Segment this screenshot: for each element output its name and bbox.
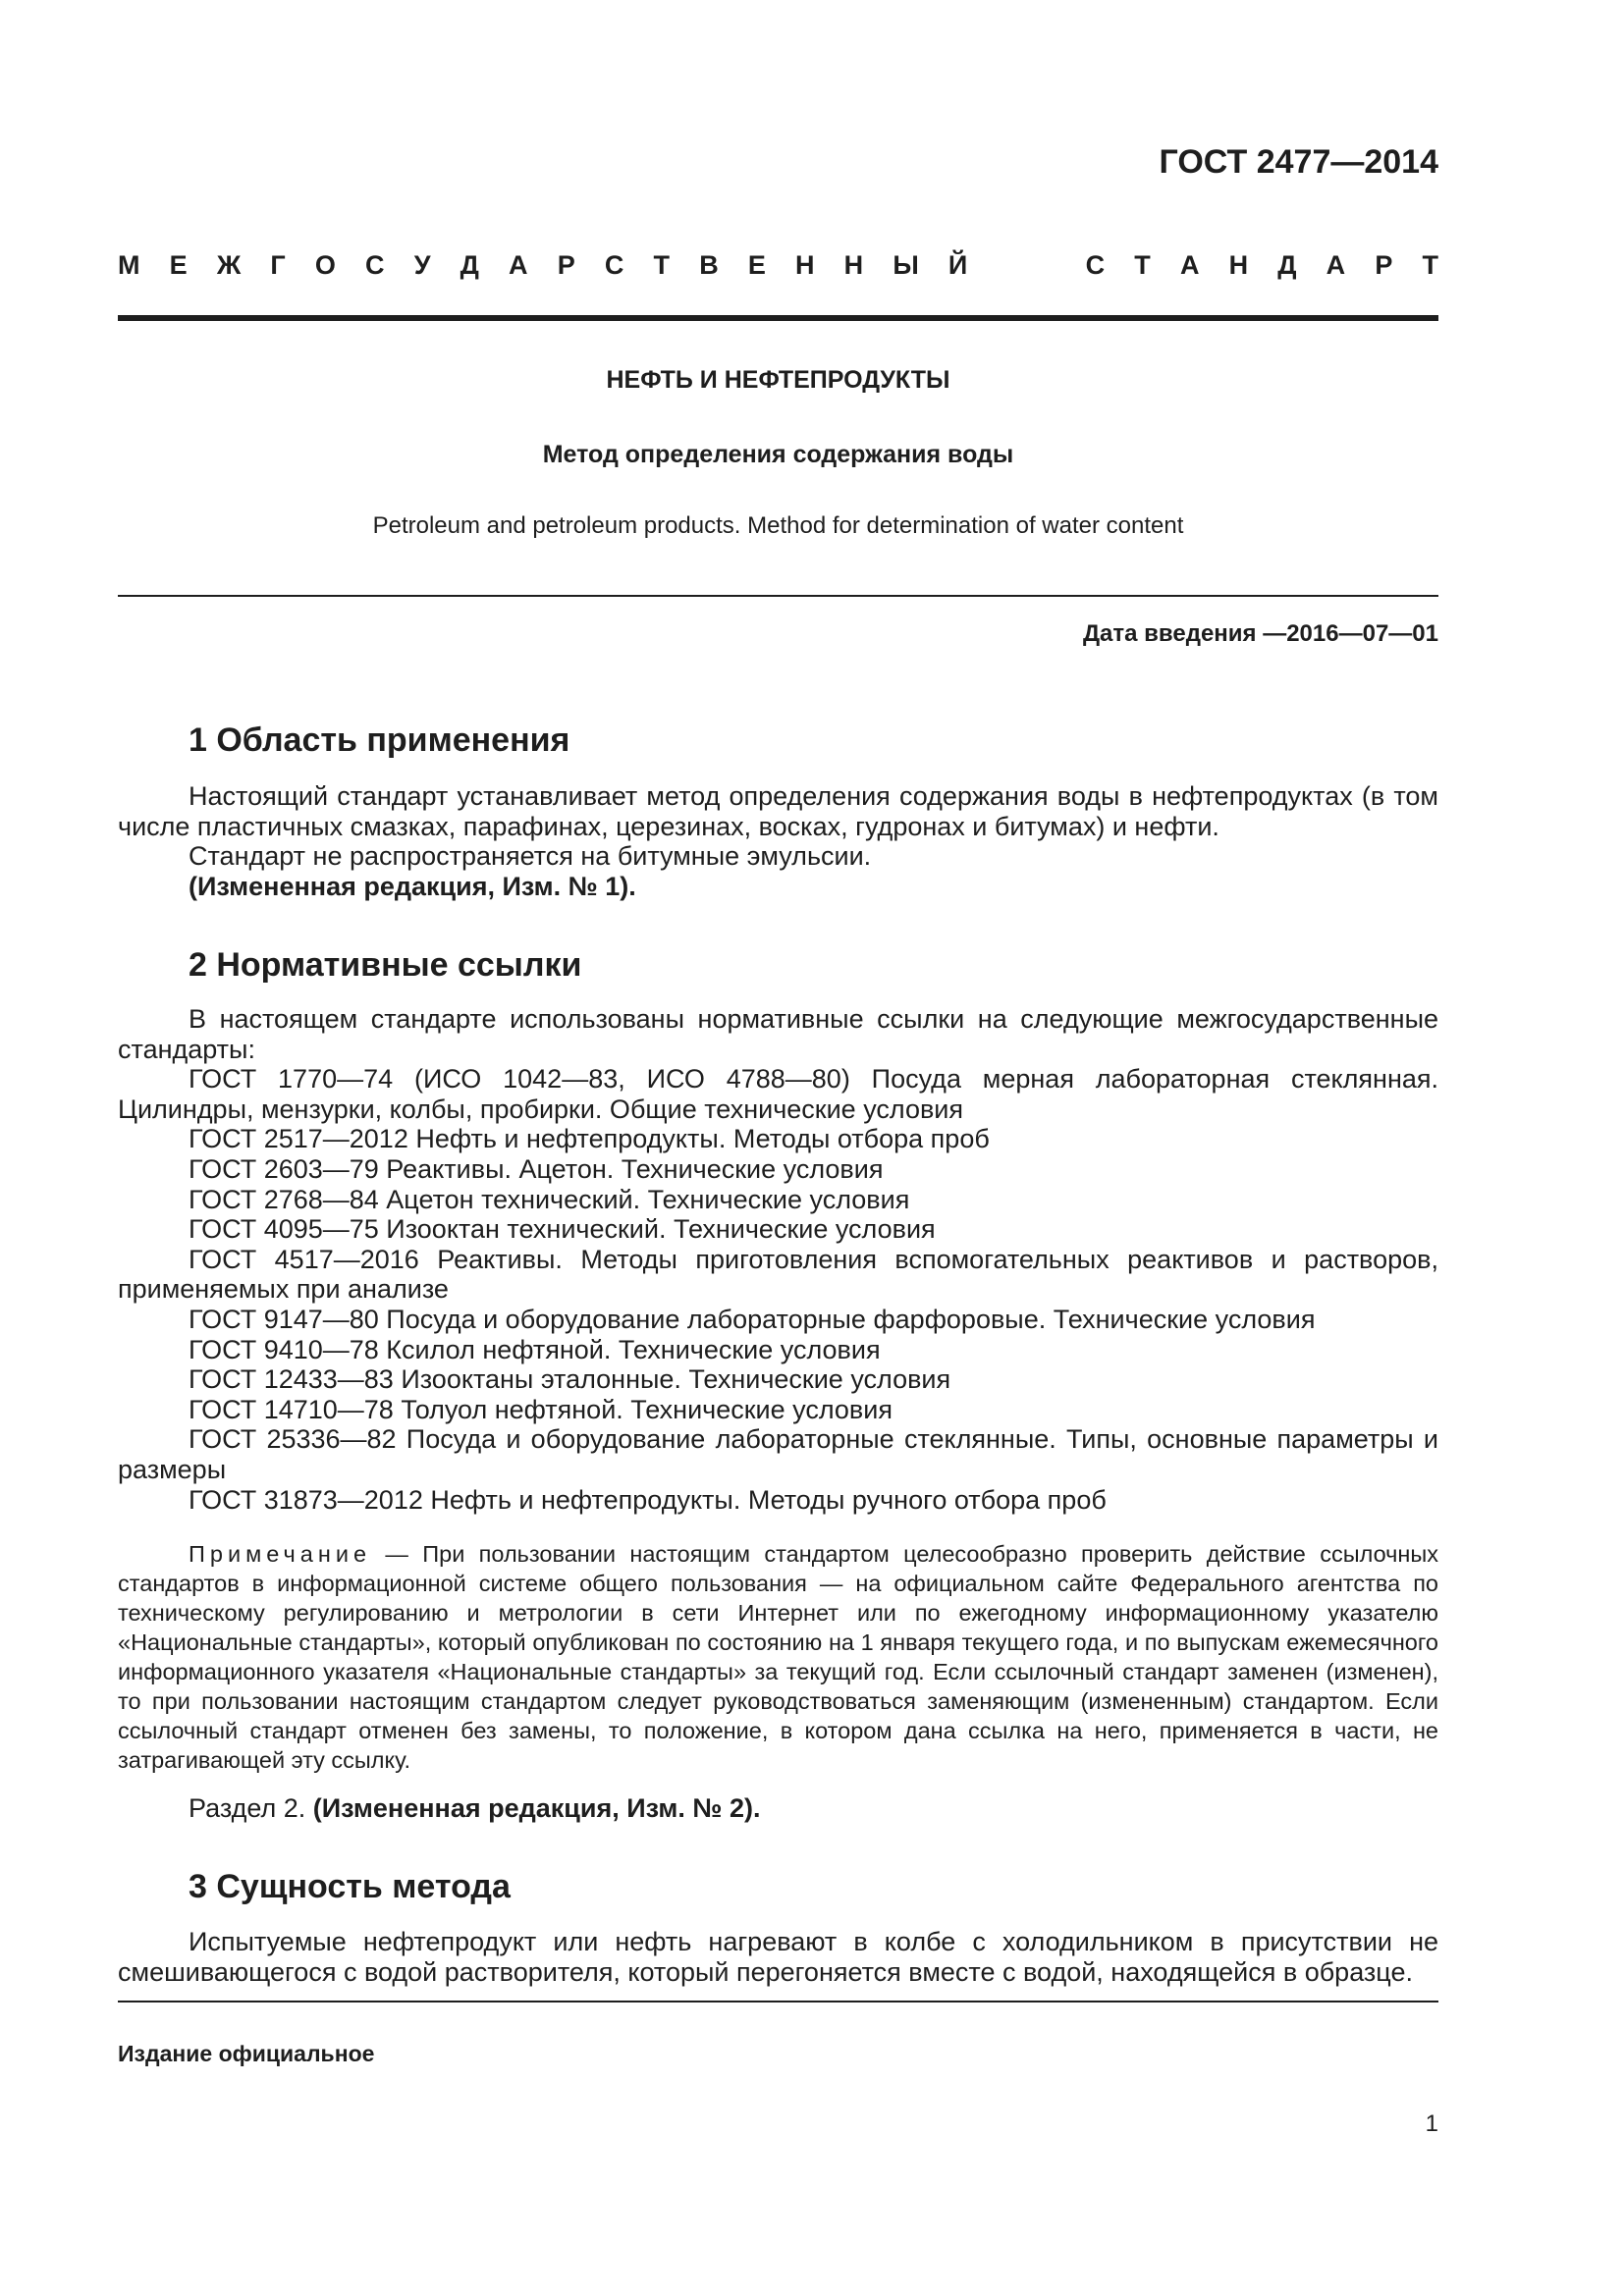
page-number: 1 — [1425, 2110, 1438, 2137]
interstate-letter: Н — [843, 250, 864, 280]
interstate-letter: А — [509, 250, 528, 280]
interstate-letter: Д — [1277, 250, 1297, 280]
interstate-letter: Р — [557, 250, 575, 280]
interstate-standard-label — [118, 250, 1438, 281]
section-1-amendment: (Измененная редакция, Изм. № 1). — [189, 871, 636, 901]
interstate-letter: Е — [169, 250, 188, 280]
document-number: ГОСТ 2477—2014 — [1159, 143, 1438, 181]
interstate-letter: М — [118, 250, 140, 280]
section-2-body — [118, 1004, 1438, 1515]
footer-rule — [118, 2001, 1438, 2002]
interstate-letter: С — [604, 250, 624, 280]
interstate-letter: Д — [460, 250, 479, 280]
section-2-amendment: (Измененная редакция, Изм. № 2). — [312, 1793, 761, 1823]
title-rule — [118, 595, 1438, 597]
normative-reference: ГОСТ 2603—79 Реактивы. Ацетон. Технические условия — [189, 1153, 884, 1184]
normative-reference: ГОСТ 2768—84 Ацетон технический. Технические условия — [189, 1184, 910, 1214]
document-title: НЕФТЬ И НЕФТЕПРОДУКТЫ — [606, 366, 950, 394]
section-1-heading: 1 Область применения — [189, 721, 570, 759]
section-1-paragraph: Стандарт не распространяется на битумные эмульсии. — [189, 841, 872, 872]
header-rule — [118, 315, 1438, 321]
interstate-letter: Н — [1228, 250, 1249, 280]
interstate-letter: С — [1085, 250, 1106, 280]
normative-reference: ГОСТ 4095—75 Изооктан технический. Технические условия — [189, 1214, 936, 1245]
section-2-intro: В настоящем стандарте использованы нормативные ссылки на следующие межгосударственные стандарты: — [118, 1004, 1438, 1064]
interstate-letter: А — [1179, 250, 1200, 280]
normative-reference: ГОСТ 31873—2012 Нефть и нефтепродукты. Методы ручного отбора проб — [189, 1484, 1107, 1515]
normative-reference: ГОСТ 2517—2012 Нефть и нефтепродукты. Методы отбора проб — [189, 1124, 990, 1154]
section-3-paragraph: Испытуемые нефтепродукт или нефть нагревают в колбе с холодильником в присутствии не смешивающегося с водой растворителя, который перегоняется вместе с водой, находящейся в образце. — [118, 1927, 1438, 1987]
note-text: — При пользовании настоящим стандартом целесообразно проверить действие ссылочных стандартов в информационной системе общего пользования — на официальном сайте Федерального агентства по техническому регулированию и метрологии в сети Интернет или по ежегодному информационному указателю «Национальные стандарты», который опубликован по состоянию на 1 января текущего года, и по выпускам ежемесячного информационного указателя «Национальные стандарты» за текущий год. Если ссылочный стандарт заменен (изменен), то при пользовании настоящим стандартом следует руководствоваться заменяющим (измененным) стандартом. Если ссылочный стандарт отменен без замены, то положение, в котором дана ссылка на него, применяется в части, не затрагивающей эту ссылку. — [118, 1541, 1438, 1773]
interstate-letter: Р — [1375, 250, 1393, 280]
section-2-amendment-line — [118, 1793, 1438, 1824]
interstate-letter: Г — [270, 250, 286, 280]
interstate-letter: О — [314, 250, 336, 280]
interstate-letter: Т — [1422, 250, 1438, 280]
interstate-letter: В — [699, 250, 719, 280]
section-3-body — [118, 1927, 1438, 1987]
amendment-prefix: Раздел 2. — [189, 1793, 306, 1823]
official-edition-label: Издание официальное — [118, 2041, 375, 2066]
section-2-heading: 2 Нормативные ссылки — [189, 946, 582, 984]
interstate-letter: Й — [947, 250, 968, 280]
word-gap — [997, 250, 1056, 281]
normative-reference: ГОСТ 12433—83 Изооктаны эталонные. Технические условия — [189, 1364, 951, 1395]
section-1-body — [118, 781, 1438, 901]
interstate-letter: Ж — [216, 250, 242, 280]
normative-reference: ГОСТ 9147—80 Посуда и оборудование лабораторные фарфоровые. Технические условия — [189, 1304, 1316, 1334]
document-subtitle: Метод определения содержания воды — [542, 441, 1014, 468]
interstate-letter: Е — [747, 250, 766, 280]
normative-reference: ГОСТ 1770—74 (ИСО 1042—83, ИСО 4788—80) Посуда мерная лабораторная стеклянная. Цилиндры, мензурки, колбы, пробирки. Общие технические условия — [118, 1064, 1438, 1124]
interstate-letter: Т — [1134, 250, 1151, 280]
interstate-letter: У — [413, 250, 431, 280]
interstate-letter: Н — [795, 250, 815, 280]
normative-reference: ГОСТ 25336—82 Посуда и оборудование лабораторные стеклянные. Типы, основные параметры и размеры — [118, 1424, 1438, 1484]
normative-reference: ГОСТ 4517—2016 Реактивы. Методы приготовления вспомогательных реактивов и растворов, применяемых при анализе — [118, 1244, 1438, 1305]
english-title: Petroleum and petroleum products. Method for determination of water content — [372, 512, 1184, 539]
introduction-date: Дата введения —2016—07—01 — [1082, 620, 1438, 647]
normative-reference: ГОСТ 14710—78 Толуол нефтяной. Технические условия — [189, 1394, 893, 1424]
normative-reference: ГОСТ 9410—78 Ксилол нефтяной. Технические условия — [189, 1334, 881, 1364]
note-paragraph — [118, 1539, 1438, 1775]
note-label: Примечание — [189, 1541, 372, 1567]
interstate-letter: С — [365, 250, 385, 280]
section-3-heading: 3 Сущность метода — [189, 1868, 511, 1905]
note-block — [118, 1539, 1438, 1775]
section-1-paragraph: Настоящий стандарт устанавливает метод определения содержания воды в нефтепродуктах (в том числе пластичных смазках, парафинах, церезинах, восках, гудронах и битумах) и нефти. — [118, 781, 1438, 841]
interstate-letter: А — [1326, 250, 1346, 280]
interstate-letter: Ы — [893, 250, 919, 280]
interstate-letter: Т — [653, 250, 671, 280]
